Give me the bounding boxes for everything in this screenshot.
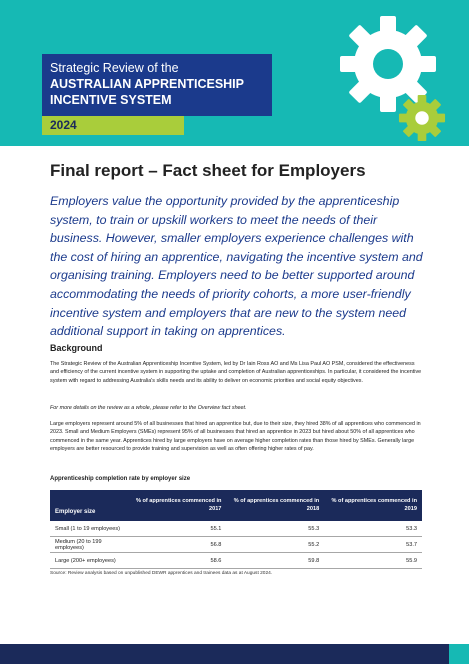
table-cell: Medium (20 to 199 employees) <box>50 537 129 553</box>
employers-paragraph: Large employers represent around 5% of all businesses that hired an apprentice but, due to their size, they hired 38% of all apprentices who commenced in 2023. Small and Medium Employers (SMEs) represent 95% of all businesses that hired an apprentice in 2023 but hired about 50% of all apprentices who commenced in the same year. Apprentices hired by large employers have on average higher completion rates than those hired by SMEs. Generally large employers are better resourced to provide training and supervision as well as often offering higher rates of pay. <box>50 421 421 453</box>
completion-rate-table <box>50 490 422 569</box>
background-paragraph: The Strategic Review of the Australian Apprenticeship Incentive System, led by Dr Iain Ross AO and Ms Lisa Paul AO PSM, considered the effectiveness and efficiency of the current incentive system in supporting the uptake and completion of Australian apprenticeships. In particular, it considered the incentive system with regard to addressing Australia's skills needs and its ability to deliver on economic priorities and social equity objectives. <box>50 361 422 384</box>
table-cell: 58.6 <box>129 553 227 569</box>
column-header: % of apprentices commenced in 2018 <box>226 490 324 521</box>
table-title: Apprenticeship completion rate by employer size <box>50 476 191 482</box>
column-header: % of apprentices commenced in 2019 <box>324 490 422 521</box>
report-title-line: AUSTRALIAN APPRENTICESHIP <box>50 77 244 91</box>
table-row <box>50 537 422 553</box>
column-header: % of apprentices commenced in 2017 <box>129 490 227 521</box>
table-cell: 56.8 <box>129 537 227 553</box>
page-title: Final report – Fact sheet for Employers <box>50 161 366 180</box>
table-cell: Small (1 to 19 employees) <box>50 521 129 537</box>
report-title-line: Strategic Review of the <box>50 61 179 75</box>
column-header: Employer size <box>50 490 129 521</box>
table-cell: 55.2 <box>226 537 324 553</box>
table-cell: 53.3 <box>324 521 422 537</box>
table-header-row <box>50 490 422 521</box>
table-source-note: Source: Review analysis based on unpublished DEWR apprentices and trainees data as at August 2024. <box>50 571 273 576</box>
year-badge: 2024 <box>42 116 184 135</box>
gear-icon <box>398 94 446 142</box>
footer-band <box>0 644 469 664</box>
table-row <box>50 553 422 569</box>
table-cell: 55.3 <box>226 521 324 537</box>
overview-note: For more details on the review as a whole, please refer to the Overview fact sheet. <box>50 405 247 411</box>
table-cell: 55.1 <box>129 521 227 537</box>
table-cell: Large (200+ employees) <box>50 553 129 569</box>
table-cell: 55.9 <box>324 553 422 569</box>
section-heading-background: Background <box>50 343 103 353</box>
table-cell: 59.8 <box>226 553 324 569</box>
table-cell: 53.7 <box>324 537 422 553</box>
report-title-box <box>42 54 272 116</box>
report-title-line: INCENTIVE SYSTEM <box>50 93 172 107</box>
intro-paragraph: Employers value the opportunity provided by the apprenticeship system, to train or upskill workers to meet the needs of their business. However, smaller employers experience challenges with the cost of hiring an apprentice, navigating the incentive system and organising training. Employers need to be better supported around accommodating the needs of priority cohorts, a more user-friendly incentive system and employers that are new to the system need additional support in taking on apprentices. <box>50 194 423 339</box>
table-row <box>50 521 422 537</box>
footer-accent <box>449 644 469 664</box>
